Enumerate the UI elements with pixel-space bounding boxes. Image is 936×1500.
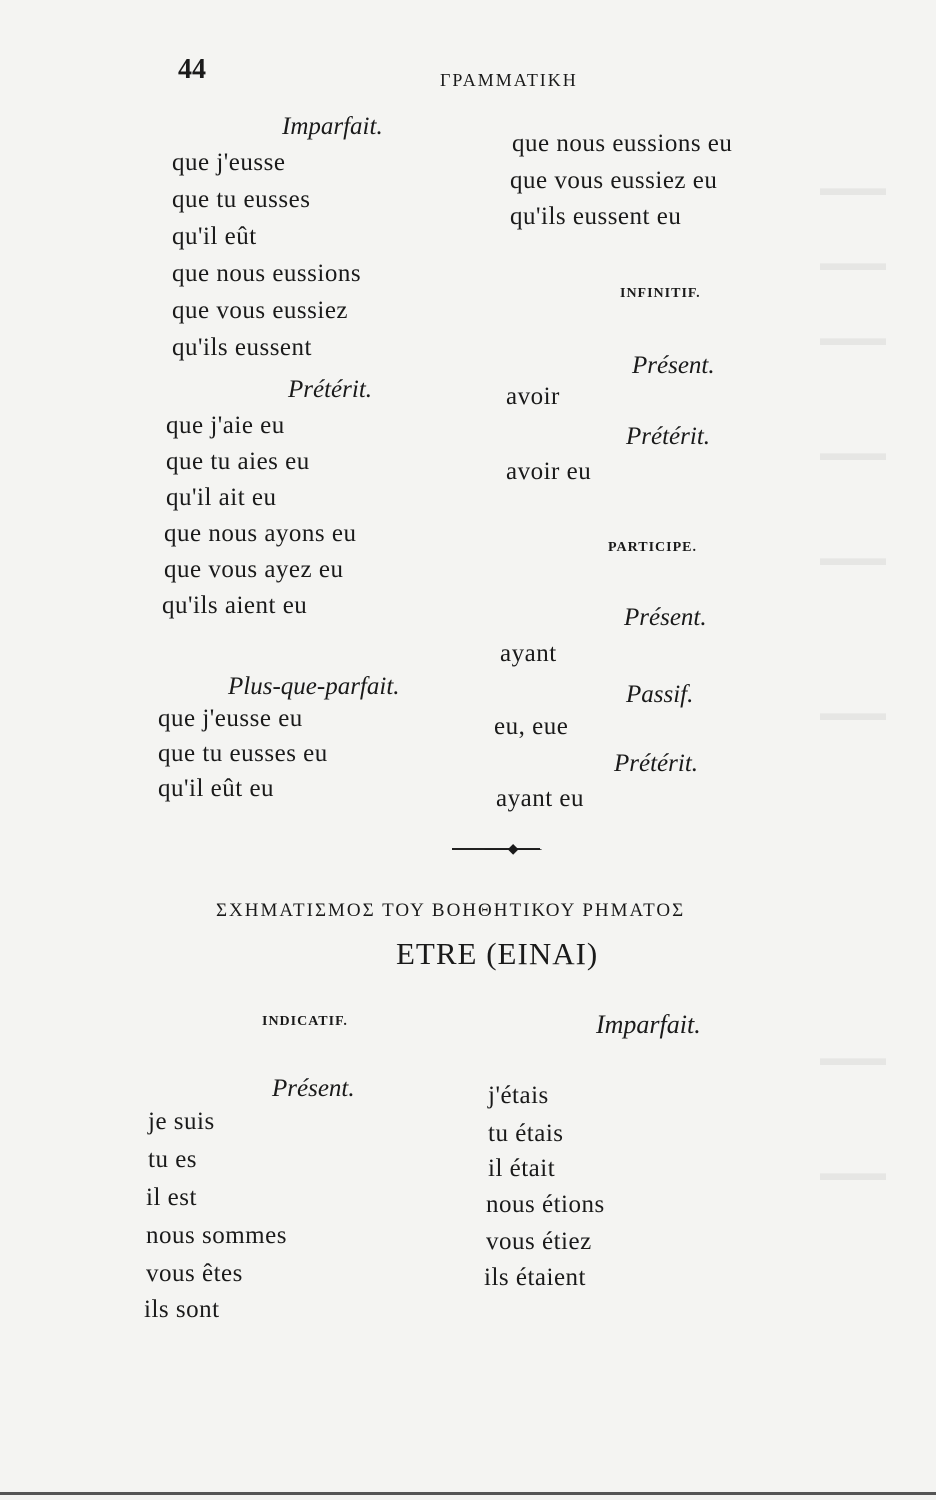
- plusqueparfait-heading: Plus-que-parfait.: [228, 673, 400, 700]
- infinitif-heading: INFINITIF.: [620, 286, 701, 301]
- participe-passif-heading: Passif.: [626, 681, 694, 708]
- infinitif-preterit-heading: Prétérit.: [626, 423, 711, 450]
- conjugation-line: qu'il eût: [172, 223, 257, 250]
- page-number: 44: [178, 54, 206, 85]
- conjugation-line: que j'aie eu: [166, 412, 285, 439]
- conjugation-line: que tu eusses eu: [158, 740, 328, 767]
- imparfait-heading: Imparfait.: [282, 113, 383, 140]
- conjugation-line: que tu eusses: [172, 186, 311, 213]
- conjugation-line: ils sont: [144, 1296, 220, 1323]
- book-page: ▬▬▬ ▬▬▬ ▬▬▬ ▬▬▬ ▬▬▬ ▬▬▬ ▬▬▬ ▬▬▬ 44 ΓΡΑΜΜΑΤΙΚΗ Imparfait. que j'eusse que tu eusses qu'il eût que nous eussions que vous eussiez qu'ils eussent Prétérit. que j'aie eu que tu aies eu qu'il ait eu que nous ayons eu que vous ayez eu qu'ils aient eu Plus-que-parfait. que j'eusse eu que tu eusses eu qu'il eût eu que nous eussions eu que vous eussiez eu qu'ils eussent eu INFINITIF. Présent. avoir Prétérit. avoir eu PARTICIPE. Présent. ayant Passif. eu, eue Prétérit. ayant eu ⸺◆⸺ ΣΧΗΜΑΤΙΣΜΟΣ ΤΟΥ ΒΟΗΘΗΤΙΚΟΥ ΡΗΜΑΤΟΣ ETRE (ΕΙΝΑΙ) INDICATIF. Imparfait. Présent. je suis tu es il est nous sommes vous êtes ils sont j'étais tu étais il était nous étions vous étiez ils étaient: [0, 0, 936, 1500]
- conjugation-line: tu es: [148, 1146, 198, 1173]
- conjugation-line: vous êtes: [146, 1260, 243, 1287]
- conjugation-line: je suis: [148, 1108, 215, 1135]
- conjugation-line: que vous eussiez: [172, 297, 349, 324]
- conjugation-line: tu étais: [488, 1120, 564, 1147]
- participe-passif-form: eu, eue: [494, 713, 569, 740]
- conjugation-line: que j'eusse: [172, 149, 286, 176]
- conjugation-line: vous étiez: [486, 1228, 592, 1255]
- greek-section-title: ΣΧΗΜΑΤΙΣΜΟΣ ΤΟΥ ΒΟΗΘΗΤΙΚΟΥ ΡΗΜΑΤΟΣ: [216, 900, 686, 921]
- preterit-heading: Prétérit.: [288, 376, 373, 403]
- conjugation-line: ils étaient: [484, 1264, 586, 1291]
- conjugation-line: il était: [488, 1155, 556, 1182]
- etre-imparfait-heading: Imparfait.: [596, 1010, 701, 1039]
- conjugation-line: qu'ils eussent: [172, 334, 312, 361]
- conjugation-line: nous sommes: [146, 1222, 287, 1249]
- conjugation-line: que nous eussions: [172, 260, 362, 287]
- participe-preterit-form: ayant eu: [496, 785, 584, 812]
- conjugation-line: que nous ayons eu: [164, 520, 357, 547]
- conjugation-line: que vous eussiez eu: [510, 167, 718, 194]
- verb-title: ETRE (ΕΙΝΑΙ): [396, 936, 599, 971]
- conjugation-line: qu'il ait eu: [166, 484, 277, 511]
- infinitif-preterit-form: avoir eu: [506, 458, 592, 485]
- participe-preterit-heading: Prétérit.: [614, 750, 699, 777]
- indicatif-heading: INDICATIF.: [262, 1014, 348, 1029]
- conjugation-line: qu'il eût eu: [158, 775, 275, 802]
- participe-present-form: ayant: [500, 640, 557, 667]
- etre-present-heading: Présent.: [272, 1075, 355, 1102]
- conjugation-line: que vous ayez eu: [164, 556, 344, 583]
- conjugation-line: nous étions: [486, 1191, 605, 1218]
- running-title: ΓΡΑΜΜΑΤΙΚΗ: [440, 70, 578, 90]
- conjugation-line: j'étais: [488, 1082, 549, 1109]
- conjugation-line: que nous eussions eu: [512, 130, 733, 157]
- conjugation-line: qu'ils aient eu: [162, 592, 308, 619]
- page-bottom-edge: [0, 1492, 936, 1495]
- infinitif-present-heading: Présent.: [632, 352, 715, 379]
- conjugation-line: que tu aies eu: [166, 448, 310, 475]
- divider-flourish-icon: ⸺◆⸺: [484, 842, 543, 857]
- participe-heading: PARTICIPE.: [608, 540, 697, 555]
- participe-present-heading: Présent.: [624, 604, 707, 631]
- conjugation-line: qu'ils eussent eu: [510, 203, 682, 230]
- conjugation-line: il est: [146, 1184, 197, 1211]
- infinitif-present-form: avoir: [506, 383, 560, 410]
- conjugation-line: que j'eusse eu: [158, 705, 303, 732]
